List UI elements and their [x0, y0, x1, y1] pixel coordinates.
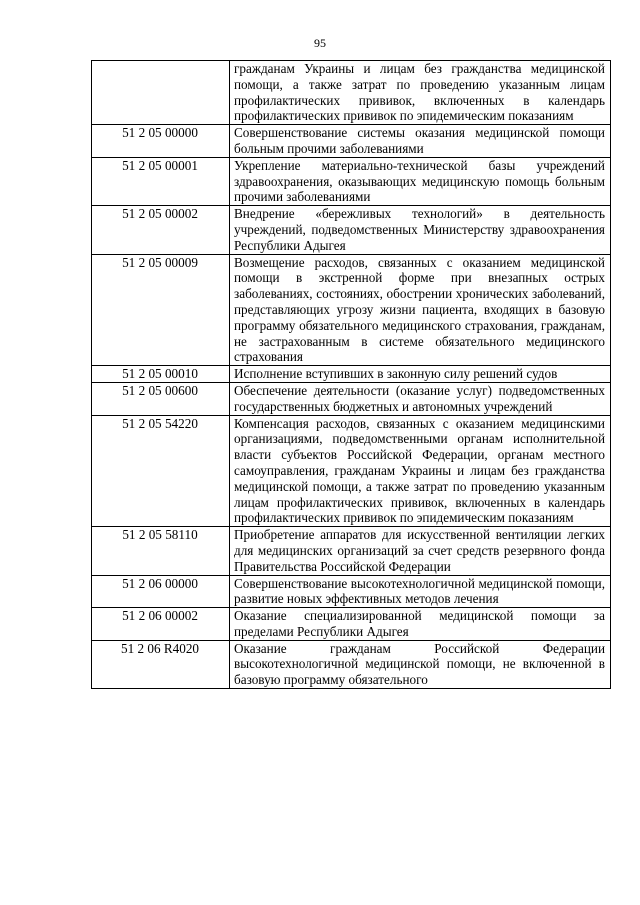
- table-row: [92, 61, 611, 125]
- table-row: [92, 640, 611, 688]
- description-cell: Внедрение «бережливых технологий» в деятельность учреждений, подведомственных Министерству здравоохранения Республики Адыгея: [230, 206, 611, 254]
- description-cell: гражданам Украины и лицам без гражданства медицинской помощи, а также затрат по проведению указанным лицам профилактических прививок, включенных в календарь профилактических прививок по эпидемическим показаниям: [230, 61, 611, 125]
- table-row: [92, 206, 611, 254]
- table-row: [92, 527, 611, 575]
- table-row: [92, 366, 611, 383]
- description-cell: Исполнение вступивших в законную силу решений судов: [230, 366, 611, 383]
- description-cell: Совершенствование системы оказания медицинской помощи больным прочими заболеваниями: [230, 125, 611, 158]
- description-cell: Приобретение аппаратов для искусственной вентиляции легких для медицинских организаций за счет средств резервного фонда Правительства Российской Федерации: [230, 527, 611, 575]
- description-cell: Обеспечение деятельности (оказание услуг) подведомственных государственных бюджетных и автономных учреждений: [230, 382, 611, 415]
- table-row: [92, 608, 611, 641]
- page-number: 95: [314, 36, 326, 50]
- code-cell: 51 2 05 00002: [92, 206, 230, 254]
- description-cell: Оказание гражданам Российской Федерации высокотехнологичной медицинской помощи, не включенной в базовую программу обязательного: [230, 640, 611, 688]
- code-cell: 51 2 05 58110: [92, 527, 230, 575]
- table-row: [92, 415, 611, 527]
- code-cell: 51 2 05 00000: [92, 125, 230, 158]
- code-cell: 51 2 05 00600: [92, 382, 230, 415]
- code-cell: 51 2 05 00010: [92, 366, 230, 383]
- description-cell: Возмещение расходов, связанных с оказанием медицинской помощи в экстренной форме при внезапных острых заболеваниях, состояниях, обострении хронических заболеваний, представляющих угрозу жизни пациента, входящих в базовую программу обязательного медицинского страхования, гражданам, не застрахованным в системе обязательного медицинского страхования: [230, 254, 611, 366]
- code-cell: 51 2 05 00009: [92, 254, 230, 366]
- table-row: [92, 157, 611, 205]
- table-row: [92, 382, 611, 415]
- code-cell: 51 2 06 R4020: [92, 640, 230, 688]
- table-row: [92, 254, 611, 366]
- description-cell: Компенсация расходов, связанных с оказанием медицинскими организациями, подведомственными органам исполнительной власти субъектов Российской Федерации, органам местного самоуправления, гражданам Украины и лицам без гражданства медицинской помощи, а также затрат по проведению указанным лицам профилактических прививок, включенных в календарь профилактических прививок по эпидемическим показаниям: [230, 415, 611, 527]
- code-cell: 51 2 05 00001: [92, 157, 230, 205]
- budget-classification-table: [91, 60, 611, 689]
- description-cell: Оказание специализированной медицинской помощи за пределами Республики Адыгея: [230, 608, 611, 641]
- table-row: [92, 575, 611, 608]
- code-cell: 51 2 06 00002: [92, 608, 230, 641]
- code-cell: 51 2 05 54220: [92, 415, 230, 527]
- code-cell: [92, 61, 230, 125]
- table-row: [92, 125, 611, 158]
- description-cell: Укрепление материально-технической базы учреждений здравоохранения, оказывающих медицинскую помощь больным прочими заболеваниями: [230, 157, 611, 205]
- code-cell: 51 2 06 00000: [92, 575, 230, 608]
- description-cell: Совершенствование высокотехнологичной медицинской помощи, развитие новых эффективных методов лечения: [230, 575, 611, 608]
